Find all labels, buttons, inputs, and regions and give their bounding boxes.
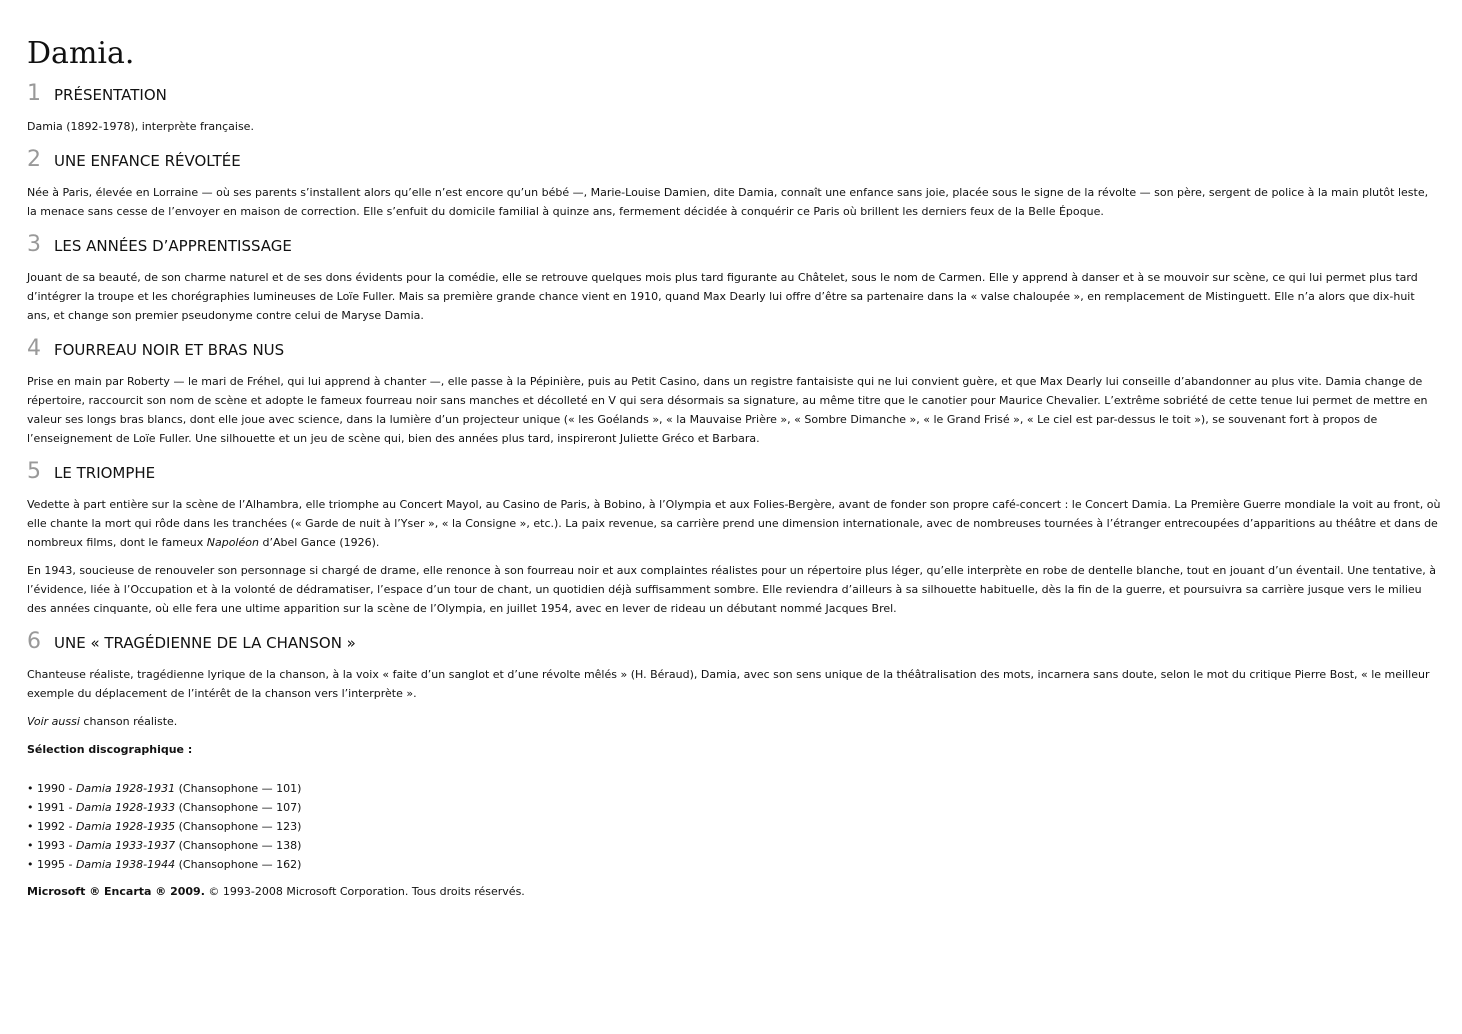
section-title: PRÉSENTATION [54, 86, 167, 104]
section-heading [27, 146, 1441, 175]
paragraph: En 1943, soucieuse de renouveler son personnage si chargé de drame, elle renonce à son fourreau noir et aux complaintes réalistes pour un répertoire plus léger, qu’elle interprète en robe de dentelle blanche, tout en jouant d’un éventail. Une tentative, à l’évidence, liée à l’Occupation et à la volonté de dédramatiser, l’espace d’un tour de chant, un quotidien déjà suffisamment sombre. Elle reviendra d’ailleurs à sa silhouette habituelle, dès la fin de la guerre, et poursuivra sa carrière jusque vers le milieu des années cinquante, où elle fera une ultime apparition sur la scène de l’Olympia, en juillet 1954, avec en lever de rideau un débutant nommé Jacques Brel. [27, 564, 1436, 615]
section-heading [27, 231, 1441, 260]
section-heading [27, 80, 1441, 109]
list-item: • 1992 - Damia 1928-1935 (Chansophone — 123) [27, 820, 302, 833]
paragraph: Jouant de sa beauté, de son charme naturel et de ses dons évidents pour la comédie, elle se retrouve quelques mois plus tard figurante au Châtelet, sous le nom de Carmen. Elle y apprend à danser et à se mouvoir sur scène, ce qui lui permet plus tard d’intégrer la troupe et les chorégraphies lumineuses de Loïe Fuller. Mais sa première grande chance vient en 1910, quand Max Dearly lui offre d’être sa partenaire dans la « valse chaloupée », en remplacement de Mistinguett. Elle n’a alors que dix-huit ans, et change son premier pseudonyme contre celui de Maryse Damia. [27, 271, 1418, 322]
footer-brand: Microsoft ® Encarta ® 2009. [27, 885, 205, 898]
section-heading [27, 628, 1441, 657]
paragraph-text: Vedette à part entière sur la scène de l’Alhambra, elle triomphe au Concert Mayol, au Casino de Paris, à Bobino, à l’Olympia et aux Folies-Bergère, avant de fonder son propre café-concert : le Concert Damia. La Première Guerre mondiale la voit au front, où elle chante la mort qui rôde dans les tranchées (« Garde de nuit à l’Yser », « la Consigne », etc.). La paix revenue, sa carrière prend une dimension internationale, avec de nombreuses tournées à l’étranger entrecoupées d’apparitions au théâtre et dans de nombreux films, dont le fameux [27, 498, 1441, 549]
article-title: Damia. [27, 36, 135, 71]
section-number: 6 [27, 629, 41, 654]
paragraph-text: d’Abel Gance (1926). [258, 536, 380, 549]
section-title: UNE ENFANCE RÉVOLTÉE [54, 152, 241, 170]
footer-text: © 1993-2008 Microsoft Corporation. Tous droits réservés. [204, 885, 525, 898]
section-number: 2 [27, 147, 41, 172]
paragraph [27, 495, 1441, 552]
film-title: Napoléon [206, 536, 259, 549]
see-also-label: Voir aussi [27, 715, 80, 728]
section-title: FOURREAU NOIR ET BRAS NUS [54, 341, 285, 359]
section-heading [27, 458, 1441, 487]
paragraph: Née à Paris, élevée en Lorraine — où ses parents s’installent alors qu’elle n’est encore qu’un bébé —, Marie-Louise Damien, dite Damia, connaît une enfance sans joie, placée sous le signe de la révolte — son père, sergent de police à la main plutôt leste, la menace sans cesse de l’envoyer en maison de correction. Elle s’enfuit du domicile familial à quinze ans, fermement décidée à conquérir ce Paris où brillent les derniers feux de la Belle Époque. [27, 186, 1429, 218]
section-number: 5 [27, 459, 41, 484]
section-number: 3 [27, 232, 41, 257]
copyright-footer [27, 882, 1441, 901]
section-title: LE TRIOMPHE [54, 464, 156, 482]
section-number: 1 [27, 81, 41, 106]
section-title: UNE « TRAGÉDIENNE DE LA CHANSON » [54, 634, 356, 652]
section-heading [27, 335, 1441, 364]
list-item: • 1990 - Damia 1928-1931 (Chansophone — 101) [27, 782, 302, 795]
discography-heading: Sélection discographique : [27, 743, 193, 756]
list-item: • 1993 - Damia 1933-1937 (Chansophone — 138) [27, 839, 302, 852]
list-item: • 1995 - Damia 1938-1944 (Chansophone — 162) [27, 858, 302, 871]
paragraph: Damia (1892-1978), interprète française. [27, 120, 254, 133]
section-number: 4 [27, 336, 41, 361]
article [27, 36, 1441, 901]
paragraph: Prise en main par Roberty — le mari de Fréhel, qui lui apprend à chanter —, elle passe à la Pépinière, puis au Petit Casino, dans un registre fantaisiste qui ne lui convient guère, et que Max Dearly lui conseille d’abandonner au plus vite. Damia change de répertoire, raccourcit son nom de scène et adopte le fameux fourreau noir sans manches et décolleté en V qui sera désormais sa signature, au même titre que le canotier pour Maurice Chevalier. L’extrême sobriété de cette tenue lui permet de mettre en valeur ses longs bras blancs, dont elle joue avec science, dans la lumière d’un projecteur unique (« les Goélands », « la Mauvaise Prière », « Sombre Dimanche », « le Grand Frisé », « Le ciel est par-dessus le toit »), se souvenant fort à propos de l’enseignement de Loïe Fuller. Une silhouette et un jeu de scène qui, bien des années plus tard, inspireront Juliette Gréco et Barbara. [27, 375, 1428, 445]
see-also-link[interactable]: chanson réaliste. [79, 715, 178, 728]
see-also [27, 712, 1441, 731]
paragraph: Chanteuse réaliste, tragédienne lyrique de la chanson, à la voix « faite d’un sanglot et d’une révolte mêlés » (H. Béraud), Damia, avec son sens unique de la théâtralisation des mots, incarnera sans doute, selon le mot du critique Pierre Bost, « le meilleur exemple du déplacement de l’intérêt de la chanson vers l’interprète ». [27, 668, 1430, 700]
list-item: • 1991 - Damia 1928-1933 (Chansophone — 107) [27, 801, 302, 814]
section-title: LES ANNÉES D’APPRENTISSAGE [54, 237, 292, 255]
discography-list [27, 779, 1441, 874]
